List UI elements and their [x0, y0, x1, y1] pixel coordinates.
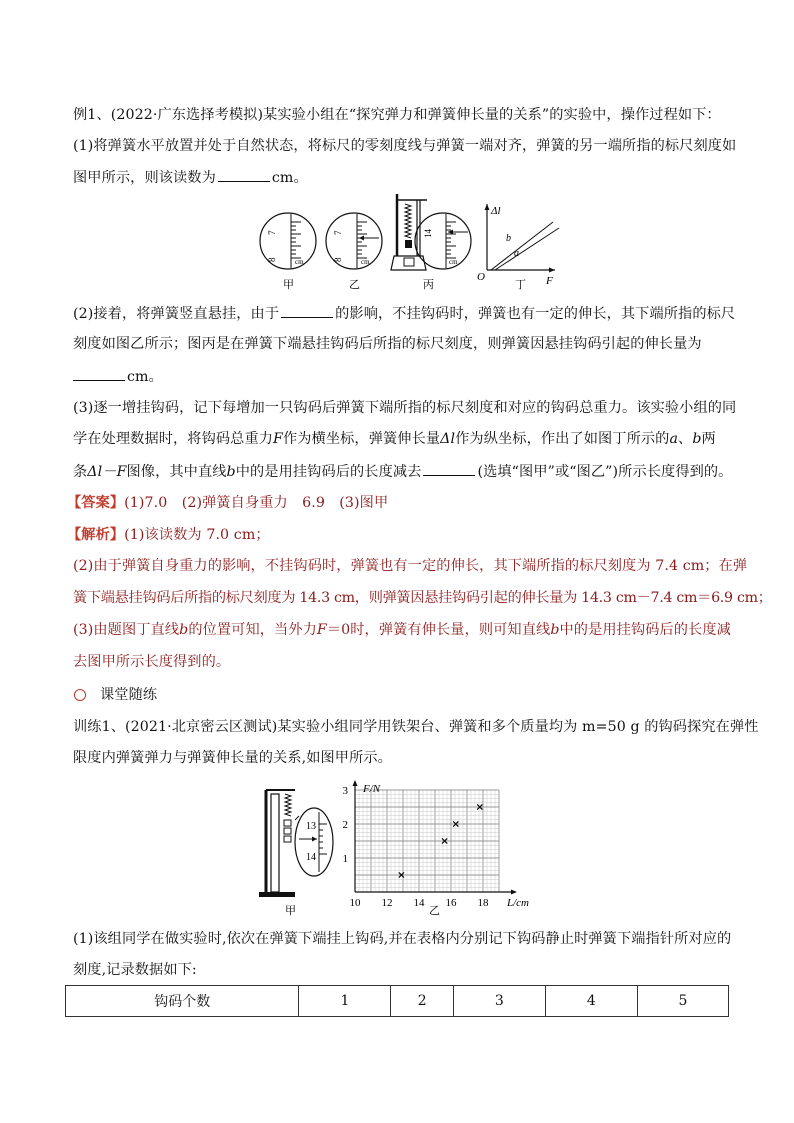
q2-text-c: cm。: [127, 369, 163, 385]
gauge-unit: cm: [295, 258, 304, 266]
table-cell: 1: [299, 986, 391, 1017]
gauge-bing-mark-14: 14: [423, 229, 433, 238]
x-tick-label: 10: [349, 897, 361, 909]
analysis-3a: [73, 620, 733, 640]
q2-line1: [73, 303, 736, 324]
training-q1-line1: (1)该组同学在做实验时,依次在弹簧下端挂上钩码,并在表格内分别记下钩码静止时弹簧下端指针所对应的: [73, 931, 732, 947]
force-length-chart: [343, 780, 530, 909]
graph-ding: [477, 204, 559, 287]
fig2-label-jia: 甲: [285, 905, 296, 917]
analysis-2a: (2)由于弹簧自身重力的影响，不挂钩码时，弹簧也有一定的伸长，其下端所指的标尺刻度为 7.4 cm；在弹: [73, 558, 748, 574]
x-tick-label: 14: [413, 897, 425, 909]
analysis-3a-4: 中的是用挂钩码后的长度减: [559, 622, 731, 638]
answer-text: (1)7.0 (2)弹簧自身重力 6.9 (3)图甲: [124, 495, 389, 511]
analysis-tag: 【解析】: [67, 527, 125, 543]
fig1-label-ding: 丁: [515, 279, 526, 291]
table-cell: 5: [637, 986, 728, 1017]
q3-l3-d: (选填“图甲”或“图乙”)所示长度得到的。: [477, 464, 733, 480]
training-q1-line2: 刻度,记录数据如下:: [73, 962, 197, 978]
q3-l2-dl: Δl: [440, 431, 456, 447]
y-axis-arrow-icon: [353, 780, 358, 786]
stand-apparatus: [259, 790, 333, 897]
q3-l2-b: 作为横坐标，弹簧伸长量: [282, 431, 441, 447]
q1-text-a: 图甲所示，则该读数为: [73, 170, 216, 186]
training-line1: 训练1、(2021·北京密云区测试)某实验小组同学用铁架台、弹簧和多个质量均为 m=50 g 的钩码探究在弹性: [73, 719, 759, 735]
analysis-3a-F: F: [316, 622, 327, 638]
figure-stand-graph: [255, 780, 545, 920]
graph-origin: O: [477, 271, 485, 283]
answer-blank-4[interactable]: [423, 461, 475, 476]
q2-line2: 刻度如图乙所示；图丙是在弹簧下端悬挂钩码后所指的标尺刻度，则弹簧因悬挂钩码引起的伸长量为: [73, 336, 702, 352]
q1-line2: [73, 167, 733, 188]
q2-text-b: 的影响，不挂钩码时，弹簧也有一定的伸长，其下端所指的标尺: [335, 306, 736, 322]
table-cell: 4: [545, 986, 637, 1017]
q3-l3-b: 图像，其中直线: [126, 464, 227, 480]
record-table: [65, 985, 729, 1017]
answer-line: [67, 493, 727, 513]
q3-l2-a2: a: [669, 431, 679, 447]
q3-l2-a: 学在处理数据时，将钩码总重力: [73, 431, 274, 447]
fig1-label-bing: 丙: [423, 279, 434, 291]
analysis-3a-2: 的位置可知，当外力: [188, 622, 317, 638]
x-axis-title: L/cm: [507, 897, 529, 909]
analysis-2b: 簧下端悬挂钩码后所指的标尺刻度为 14.3 cm，则弹簧因悬挂钩码引起的伸长量为 14.3 cm－7.4 cm＝6.9 cm；: [73, 590, 772, 606]
y-tick-label: 3: [342, 785, 348, 797]
answer-blank-3[interactable]: [73, 366, 125, 381]
q3-l2-c: 作为纵坐标，作出了如图丁所示的: [455, 431, 670, 447]
analysis-3a-b2: b: [550, 622, 560, 638]
figure-gauges-graph: [255, 192, 565, 294]
fig1-label-yi: 乙: [349, 279, 360, 291]
table-header-cell: 钩码个数: [66, 986, 299, 1017]
example-intro: 例1、(2022·广东选择考模拟)某实验小组在“探究弹力和弹簧伸长量的关系”的实验中，操作过程如下：: [73, 107, 721, 123]
pencil-icon: [74, 689, 86, 701]
graph-line-a: a: [514, 248, 519, 259]
section-heading: [74, 685, 734, 705]
graph-line-b: b: [506, 233, 511, 244]
analysis-3a-b: b: [179, 622, 189, 638]
ruler-mark-13: 13: [306, 821, 316, 832]
section-title: 课堂随练: [100, 687, 158, 703]
q3-l2-b2: b: [692, 431, 702, 447]
fig1-label-jia: 甲: [283, 279, 294, 291]
q2-text-a: (2)接着，将弹簧竖直悬挂，由于: [73, 306, 280, 322]
gauge-yi: [326, 213, 382, 269]
table-cell: 2: [391, 986, 453, 1017]
graph-x-label: F: [546, 275, 553, 287]
training-line2: 限度内弹簧弹力与弹簧伸长量的关系,如图甲所示。: [73, 750, 392, 766]
q1-text-b: cm。: [271, 170, 308, 186]
analysis-3a-1: (3)由题图丁直线: [73, 622, 180, 638]
analysis-1: (1)该读数为 7.0 cm；: [124, 527, 270, 543]
q2-line3: [73, 366, 733, 387]
q1-line1: (1)将弹簧水平放置并处于自然状态，将标尺的零刻度线与弹簧一端对齐，弹簧的另一端所指的标尺刻度如: [73, 138, 737, 154]
q3-line3: [73, 461, 733, 482]
table-cell: 3: [453, 986, 545, 1017]
gauge-yi-mark-7: 7: [333, 230, 343, 235]
graph-y-label: Δl: [491, 205, 501, 217]
gauge-bing: [415, 213, 471, 269]
q3-line1: (3)逐一增挂钩码，记下每增加一只钩码后弹簧下端所指的标尺刻度和对应的钩码总重力。该实验小组的同: [73, 400, 737, 416]
answer-blank-2[interactable]: [281, 303, 333, 318]
analysis-line-1: [67, 525, 727, 545]
ruler-mark-14: 14: [306, 852, 316, 863]
x-axis-arrow-icon: [511, 890, 517, 895]
fig2-label-yi: 乙: [429, 905, 440, 917]
gauge-bing-unit: cm: [449, 258, 458, 266]
gauge-yi-unit: cm: [361, 258, 370, 266]
q3-l3-c: 中的是用挂钩码后的长度减去: [235, 464, 422, 480]
analysis-3b: 去图甲所示长度得到的。: [73, 654, 231, 670]
gauge-yi-mark-8: 8: [333, 257, 343, 262]
q3-l2-F: F: [273, 431, 283, 447]
q3-l3-bb: b: [226, 464, 236, 480]
gauge-mark-7: 7: [267, 230, 277, 235]
answer-blank-1[interactable]: [218, 167, 270, 182]
q3-l3-expr: Δl－F: [87, 464, 127, 480]
x-tick-label: 12: [381, 897, 393, 909]
gauge-mark-8: 8: [267, 257, 277, 262]
table-row: [66, 986, 729, 1017]
y-tick-label: 2: [342, 819, 348, 831]
x-tick-label: 18: [477, 897, 489, 909]
q3-line2: [73, 429, 733, 449]
q3-l3-a: 条: [73, 464, 88, 480]
x-tick-label: 16: [445, 897, 457, 909]
q3-l2-sep: 、: [678, 431, 693, 447]
answer-tag: 【答案】: [67, 495, 125, 511]
y-axis-title: F/N: [363, 783, 381, 795]
gauge-jia: [260, 213, 316, 269]
analysis-3a-3: ＝0时，弹簧有伸长量，则可知直线: [326, 622, 551, 638]
q3-l2-d: 两: [701, 431, 716, 447]
y-tick-label: 1: [342, 853, 348, 865]
